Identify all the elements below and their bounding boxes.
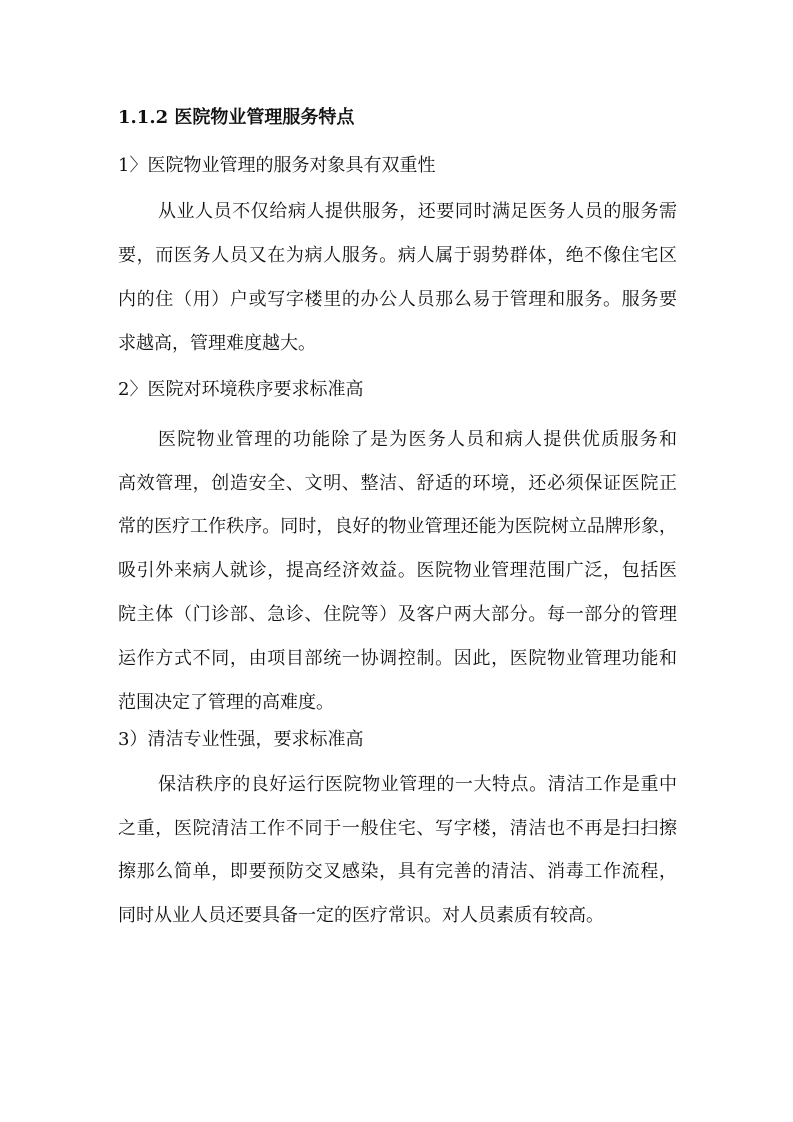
- paragraph-line: 运作方式不同，由项目部统一协调控制。因此，医院物业管理功能和: [118, 648, 677, 669]
- paragraph-line: 之重，医院清洁工作不同于一般住宅、写字楼，清洁也不再是扫扫擦: [118, 818, 677, 839]
- paragraph-line: 吸引外来病人就诊，提高经济效益。医院物业管理范围广泛，包括医: [118, 560, 677, 581]
- paragraph-line: 求越高，管理难度越大。: [118, 333, 316, 354]
- paragraph-line: 同时从业人员还要具备一定的医疗常识。对人员素质有较高。: [118, 905, 604, 926]
- subheading-2: 2〉医院对环境秩序要求标准高: [118, 379, 364, 400]
- paragraph-line: 范围决定了管理的高难度。: [118, 692, 334, 713]
- subheading-1: 1〉医院物业管理的服务对象具有双重性: [118, 155, 436, 176]
- paragraph-line: 内的住（用）户或写字楼里的办公人员那么易于管理和服务。服务要: [118, 289, 677, 310]
- paragraph-line: 从业人员不仅给病人提供服务，还要同时满足医务人员的服务需: [158, 201, 677, 222]
- section-title: 1.1.2 医院物业管理服务特点: [118, 107, 355, 128]
- paragraph-line: 要，而医务人员又在为病人服务。病人属于弱势群体，绝不像住宅区: [118, 245, 677, 266]
- paragraph-line: 擦那么简单，即要预防交叉感染，具有完善的清洁、消毒工作流程，: [118, 861, 677, 882]
- paragraph-line: 医院物业管理的功能除了是为医务人员和病人提供优质服务和: [158, 429, 677, 450]
- paragraph-line: 院主体（门诊部、急诊、住院等）及客户两大部分。每一部分的管理: [118, 604, 677, 625]
- paragraph-line: 高效管理，创造安全、文明、整洁、舒适的环境，还必须保证医院正: [118, 473, 677, 494]
- paragraph-line: 保洁秩序的良好运行医院物业管理的一大特点。清洁工作是重中: [158, 774, 677, 795]
- subheading-3: 3）清洁专业性强，要求标准高: [118, 729, 364, 750]
- paragraph-line: 常的医疗工作秩序。同时，良好的物业管理还能为医院树立品牌形象，: [118, 516, 677, 537]
